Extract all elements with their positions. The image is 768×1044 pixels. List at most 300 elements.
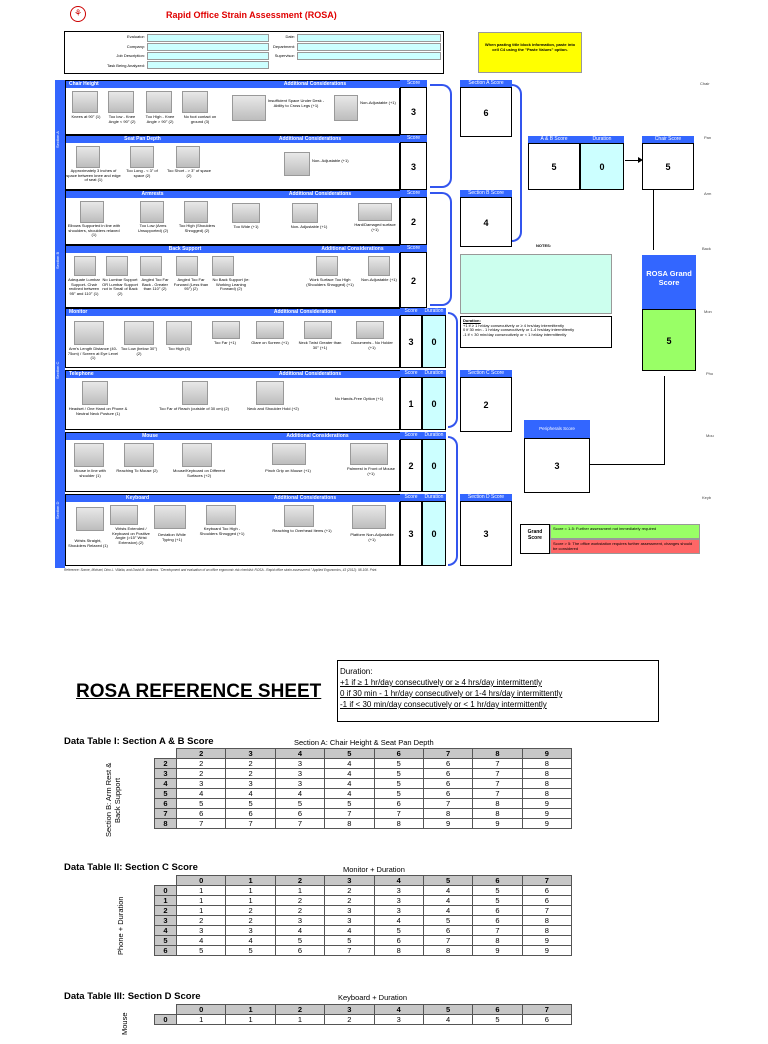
- keyboard-extra-1[interactable]: Reaching to Overhead Items (+1): [272, 528, 332, 533]
- back-support-additional-header: Additional Considerations: [301, 246, 401, 253]
- table-cell: 8: [473, 936, 522, 946]
- table-cell: 6: [423, 759, 472, 769]
- section-d-score-header: Section D Score: [460, 494, 512, 501]
- chair-extra-1[interactable]: Insufficient Space Under Desk - Ability to Cross Legs (+1): [267, 98, 325, 108]
- keyboard-duration: 0: [422, 501, 446, 566]
- duration-note-line: 0 if 30 min - 1 hr/day consecutively or 1-4 hrs/day intermittently: [463, 327, 575, 333]
- table-cell: 2: [325, 886, 374, 896]
- table-col-header: 6: [473, 1005, 522, 1015]
- task-field[interactable]: [147, 61, 269, 69]
- section-a-score: 6: [460, 87, 512, 137]
- monitor-option-1[interactable]: Arm's Length Distance (40-75cm) / Screen at Eye Level (1): [67, 346, 119, 361]
- back-option-photo: [106, 256, 128, 276]
- table-cell: 7: [473, 779, 522, 789]
- table-cell: 4: [423, 1015, 472, 1025]
- right-margin-label: Arm: [704, 191, 712, 196]
- table-cell: 7: [177, 819, 226, 829]
- monitor-block: [65, 308, 400, 368]
- table-col-header: 3: [325, 876, 374, 886]
- table-row-header: 3: [155, 769, 177, 779]
- telephone-block: [65, 370, 400, 430]
- telephone-score: 1: [400, 377, 422, 430]
- duration-note: [460, 316, 612, 348]
- section-a-bracket: [430, 84, 452, 188]
- table-cell: 5: [374, 926, 423, 936]
- keyboard-duration-header: Duration: [422, 494, 446, 501]
- table-corner: [155, 1005, 177, 1015]
- table1-row-caption: Section B: Arm Rest & Back Support: [104, 762, 122, 838]
- table-col-header: 0: [177, 876, 226, 886]
- table-cell: 7: [374, 809, 423, 819]
- arm-option-photo: [80, 201, 104, 223]
- keyboard-additional-header: Additional Considerations: [206, 495, 401, 502]
- table-cell: 4: [325, 759, 374, 769]
- section-c-bracket: [448, 312, 458, 428]
- monitor-duration: 0: [422, 315, 446, 368]
- chair-option-1[interactable]: Knees at 90° (1): [71, 114, 101, 119]
- table-row-header: 0: [155, 886, 177, 896]
- info-form: [64, 31, 444, 74]
- mouse-score: 2: [400, 439, 422, 492]
- table-cell: 6: [473, 916, 522, 926]
- keyboard-option-1[interactable]: Wrists Straight, Shoulders Relaxed (1): [68, 538, 108, 548]
- phone-option-1[interactable]: Headset / One Hand on Phone & Neutral Neck Posture (1): [68, 406, 128, 416]
- arm-extra-3[interactable]: Hard/Damaged surface (+1): [354, 222, 396, 232]
- table-cell: 4: [423, 906, 472, 916]
- table-cell: 6: [275, 946, 324, 956]
- back-option-photo: [176, 256, 198, 276]
- table-row-header: 5: [155, 936, 177, 946]
- mouse-header: Mouse: [66, 433, 231, 440]
- table-col-header: 4: [275, 749, 324, 759]
- back-extra-2[interactable]: Non-Adjustable (+1): [361, 277, 397, 282]
- monitor-option-photo: [74, 321, 104, 345]
- table-row: [155, 936, 572, 946]
- table-cell: 1: [275, 886, 324, 896]
- table-row-header: 6: [155, 799, 177, 809]
- mouse-option-photo: [124, 443, 154, 467]
- table-col-header: 2: [177, 749, 226, 759]
- table-cell: 4: [177, 789, 226, 799]
- table-col-header: 1: [226, 876, 275, 886]
- armrests-header: Armrests: [66, 191, 236, 198]
- table-col-header: 8: [473, 749, 522, 759]
- chair-option-3[interactable]: Too High - Knee Angle > 90° (2): [145, 114, 175, 124]
- table-cell: 3: [325, 906, 374, 916]
- table-corner: [155, 749, 177, 759]
- supervisor-field[interactable]: [297, 52, 441, 60]
- table-cell: 1: [177, 896, 226, 906]
- back-option-5[interactable]: No Back Support (ie: Working Leaning Forward) (2): [212, 277, 250, 292]
- telephone-additional-header: Additional Considerations: [216, 371, 401, 378]
- table-cell: 8: [423, 809, 472, 819]
- table-cell: 2: [275, 896, 324, 906]
- table-cell: 7: [473, 769, 522, 779]
- table-col-header: 5: [325, 749, 374, 759]
- table-cell: 3: [325, 916, 374, 926]
- keyboard-option-2[interactable]: Wrists Extended / Keyboard on Positive Angle (>15° Wrist Extension) (2): [112, 526, 150, 545]
- table-cell: 3: [226, 779, 275, 789]
- table-cell: 4: [325, 926, 374, 936]
- table-col-header: 2: [275, 1005, 324, 1015]
- table-cell: 6: [177, 809, 226, 819]
- phone-option-2[interactable]: Too Far of Reach (outside of 30 cm) (2): [159, 406, 229, 411]
- section-c-score-header: Section C Score: [460, 370, 512, 377]
- table-cell: 9: [522, 936, 571, 946]
- table-cell: 8: [522, 789, 571, 799]
- chair-height-additional-header: Additional Considerations: [226, 81, 401, 88]
- table-row-header: 1: [155, 896, 177, 906]
- keyboard-option-photo: [206, 505, 236, 525]
- phone-extra-2[interactable]: No Hands-Free Option (+1): [334, 396, 384, 401]
- table-cell: 5: [374, 779, 423, 789]
- keyboard-extra-photo: [284, 505, 314, 527]
- evaluator-label: Evaluator:: [126, 34, 145, 39]
- table-row: [155, 896, 572, 906]
- table-cell: 3: [177, 926, 226, 936]
- table-row-header: 2: [155, 906, 177, 916]
- arm-option-3[interactable]: Too High (Shoulders Shrugged) (2): [178, 223, 216, 233]
- table-cell: 7: [473, 926, 522, 936]
- back-option-photo: [212, 256, 234, 276]
- table-col-header: 7: [522, 1005, 571, 1015]
- monitor-additional-header: Additional Considerations: [206, 309, 401, 316]
- table3-col-caption: Keyboard + Duration: [338, 993, 408, 1002]
- monitor-extra-photo: [256, 321, 284, 339]
- keyboard-option-photo: [154, 505, 186, 529]
- table-cell: 3: [374, 886, 423, 896]
- table-col-header: 1: [226, 1005, 275, 1015]
- armrests-block: [65, 190, 400, 245]
- right-margin-label: Pan: [704, 135, 712, 140]
- table-row-header: 5: [155, 789, 177, 799]
- reference-duration-line: +1 if ≥ 1 hr/day consecutively or ≥ 4 hrs/day intermittently: [340, 678, 542, 687]
- table-cell: 3: [275, 916, 324, 926]
- phone-option-photo: [82, 381, 108, 405]
- table-cell: 1: [177, 906, 226, 916]
- table-col-header: 7: [423, 749, 472, 759]
- table-col-header: 6: [473, 876, 522, 886]
- seat-pan-block: [65, 135, 400, 190]
- table-cell: 8: [522, 779, 571, 789]
- table2-title: Data Table II: Section C Score: [64, 862, 198, 873]
- table-col-header: 5: [423, 876, 472, 886]
- back-extra-photo: [316, 256, 338, 276]
- table-cell: 2: [226, 759, 275, 769]
- page-title: Rapid Office Strain Assessment (ROSA): [166, 10, 337, 20]
- right-margin-label: Mon: [704, 309, 712, 314]
- seat-option-2[interactable]: Too Long - < 3" of space (2): [126, 168, 158, 178]
- table1: [154, 748, 572, 829]
- back-option-3[interactable]: Angled Too Far Back - Greater than 110° (2): [141, 277, 169, 292]
- armrests-score-header: Score: [400, 190, 427, 197]
- table-row-header: 4: [155, 779, 177, 789]
- table-cell: 2: [177, 759, 226, 769]
- telephone-header: Telephone: [66, 371, 216, 378]
- section-a-score-header: Section A Score: [460, 80, 512, 87]
- table-cell: 7: [226, 819, 275, 829]
- table-cell: 4: [374, 916, 423, 926]
- ab-score-header: A & B Score: [528, 136, 580, 143]
- table-row: [155, 789, 572, 799]
- table-cell: 9: [473, 819, 522, 829]
- right-margin-label: Mou: [706, 433, 714, 438]
- table-cell: 2: [177, 916, 226, 926]
- table-cell: 9: [522, 809, 571, 819]
- table-row: [155, 886, 572, 896]
- company-field[interactable]: [147, 43, 269, 51]
- table-cell: 1: [226, 886, 275, 896]
- back-extra-1[interactable]: Work Surface Too High (Shoulders Shrugged) (+1): [306, 277, 354, 287]
- ab-duration-header: Duration: [580, 136, 624, 143]
- monitor-extra-3[interactable]: Neck Twist Greater than 30° (+1): [298, 340, 342, 350]
- table-row: [155, 759, 572, 769]
- reference-sheet-title: ROSA REFERENCE SHEET: [76, 681, 322, 702]
- section-b-score: 4: [460, 197, 512, 247]
- table2-row-caption: Phone + Duration: [116, 896, 125, 956]
- mouse-extra-1[interactable]: Pinch Grip on Mouse (+1): [265, 468, 311, 473]
- duration-note-line: -1 if < 30 min/day consecutively or < 1 hr/day intermittently: [463, 331, 567, 337]
- monitor-extra-2[interactable]: Glare on Screen (+1): [251, 340, 289, 345]
- chair-extra-photo: [334, 95, 358, 121]
- table-cell: 2: [177, 769, 226, 779]
- table-cell: 5: [275, 936, 324, 946]
- date-label: Date:: [285, 34, 295, 39]
- chair-option-2[interactable]: Too low - Knee Angle < 90° (2): [108, 114, 136, 124]
- table-cell: 8: [423, 946, 472, 956]
- date-field[interactable]: [297, 34, 441, 42]
- arm-extra-photo: [292, 203, 318, 223]
- monitor-extra-photo: [212, 321, 240, 339]
- chair-option-photo: [108, 91, 134, 113]
- table-row: [155, 916, 572, 926]
- reference-duration-box: [337, 660, 659, 722]
- monitor-extra-1[interactable]: Too Far (+1): [214, 340, 236, 345]
- table-cell: 5: [473, 886, 522, 896]
- mouse-additional-header: Additional Considerations: [231, 433, 401, 440]
- monitor-option-3[interactable]: Too High (3): [168, 346, 190, 351]
- table-cell: 5: [325, 799, 374, 809]
- mouse-extra-2[interactable]: Palmrest in Front of Mouse (+1): [346, 466, 396, 476]
- table-cell: 3: [275, 769, 324, 779]
- evaluator-field[interactable]: [147, 34, 269, 42]
- table-cell: 1: [177, 886, 226, 896]
- keyboard-option-photo: [110, 505, 138, 525]
- table-cell: 6: [423, 779, 472, 789]
- monitor-option-photo: [166, 321, 192, 345]
- table-cell: 7: [522, 906, 571, 916]
- back-extra-photo: [368, 256, 390, 276]
- table-cell: 5: [473, 1015, 522, 1025]
- mouse-option-photo: [74, 443, 104, 467]
- table-cell: 2: [325, 1015, 374, 1025]
- reference-citation: Reference: Sonne, Michael, Dino L. Villalta, and David M. Andrews. "Development and evaluation of an office ergonomic risk checklist: ROSA - Rapid office strain assessment." Applied Ergonomics, 43 (2012): 98-108. Print.: [64, 568, 378, 572]
- arm-extra-photo: [358, 203, 392, 221]
- seat-option-3[interactable]: Too Short - > 3" of space (2): [167, 168, 211, 178]
- table-cell: 5: [473, 896, 522, 906]
- table-cell: 4: [226, 789, 275, 799]
- ab-duration: 0: [580, 143, 624, 190]
- table-cell: 5: [374, 769, 423, 779]
- right-margin-label: Pho: [706, 371, 714, 376]
- arm-extra-1[interactable]: Too Wide (+1): [233, 224, 259, 229]
- chair-option-4[interactable]: No foot contact on ground (3): [183, 114, 217, 124]
- table-cell: 5: [226, 946, 275, 956]
- table-cell: 5: [275, 799, 324, 809]
- back-option-2[interactable]: No Lumbar Support OR Lumbar Support not in Small of Back (2): [102, 277, 138, 296]
- table-col-header: 3: [325, 1005, 374, 1015]
- grand-legend-green: Score = 1-5: Further assessment not immediately required: [550, 524, 700, 539]
- mouse-option-photo: [182, 443, 212, 467]
- back-option-1[interactable]: Adequate Lumbar Support- Chair reclined between 95° and 110° (1): [68, 277, 100, 296]
- chair-height-score-header: Score: [400, 80, 427, 87]
- section-c-score: 2: [460, 377, 512, 432]
- monitor-option-2[interactable]: Too Low (below 30°) (2): [120, 346, 158, 356]
- seat-option-photo: [76, 146, 100, 168]
- back-support-score-header: Score: [400, 245, 427, 252]
- table-cell: 1: [275, 1015, 324, 1025]
- phone-extra-1[interactable]: Neck and Shoulder Hold (+2): [247, 406, 299, 411]
- telephone-duration-header: Duration: [422, 370, 446, 377]
- keyboard-extra-photo: [352, 505, 386, 529]
- mouse-extra-photo: [350, 443, 388, 465]
- chair-option-photo: [146, 91, 172, 113]
- table-cell: 4: [275, 926, 324, 936]
- table-row-header: 7: [155, 809, 177, 819]
- telephone-duration: 0: [422, 377, 446, 430]
- keyboard-score: 3: [400, 501, 422, 566]
- back-support-score: 2: [400, 252, 427, 308]
- mouse-option-1[interactable]: Mouse in line with shoulder (1): [74, 468, 106, 478]
- section-d-score: 3: [460, 501, 512, 566]
- table-row: [155, 809, 572, 819]
- table-row-header: 4: [155, 926, 177, 936]
- table-col-header: 0: [177, 1005, 226, 1015]
- mouse-duration: 0: [422, 439, 446, 492]
- section-b-score-header: Section B Score: [460, 190, 512, 197]
- reference-duration-line: 0 if 30 min - 1 hr/day consecutively or 1-4 hrs/day intermittently: [340, 689, 563, 698]
- table-col-header: 4: [374, 1005, 423, 1015]
- mouse-option-2[interactable]: Reaching To Mouse (2): [116, 468, 158, 473]
- table-cell: 5: [177, 799, 226, 809]
- section-d-bracket: [448, 436, 458, 566]
- reference-duration-title: Duration:: [340, 667, 373, 676]
- paste-note: When pasting title block information, paste into cell C4 using the "Paste Values" option.: [478, 32, 582, 73]
- arm-option-2[interactable]: Too Low (Arms Unsupported) (2): [137, 223, 169, 233]
- job-description-label: Job Description:: [116, 53, 145, 58]
- section-d-side-label: Section D: [55, 501, 60, 519]
- monitor-header: Monitor: [66, 309, 206, 316]
- table-cell: 5: [374, 789, 423, 799]
- table-cell: 8: [473, 809, 522, 819]
- monitor-duration-header: Duration: [422, 308, 446, 315]
- back-option-4[interactable]: Angled Too Far Forward (Less than 95°) (2): [173, 277, 209, 292]
- table-cell: 4: [325, 789, 374, 799]
- table-cell: 8: [522, 916, 571, 926]
- chair-to-grand-line: [653, 190, 654, 250]
- table-row-header: 0: [155, 1015, 177, 1025]
- chair-option-photo: [182, 91, 208, 113]
- chair-extra-2[interactable]: Non-Adjustable (+1): [360, 100, 396, 105]
- table-cell: 1: [226, 1015, 275, 1025]
- table-cell: 9: [423, 819, 472, 829]
- chair-height-block: [65, 80, 400, 135]
- table-row: [155, 1015, 572, 1025]
- table-row-header: 8: [155, 819, 177, 829]
- arm-extra-2[interactable]: Non- Adjustable (+1): [290, 224, 328, 229]
- table-cell: 2: [226, 916, 275, 926]
- department-field[interactable]: [297, 43, 441, 51]
- duration-note-title: Duration:: [463, 318, 481, 323]
- table-cell: 5: [325, 936, 374, 946]
- table-cell: 7: [473, 789, 522, 799]
- table-cell: 3: [226, 926, 275, 936]
- department-label: Department:: [272, 43, 295, 49]
- armrests-additional-header: Additional Considerations: [236, 191, 401, 198]
- form-labels-left: [69, 35, 145, 73]
- table-cell: 4: [325, 769, 374, 779]
- table-cell: 6: [423, 789, 472, 799]
- table-cell: 7: [423, 799, 472, 809]
- table-row-header: 2: [155, 759, 177, 769]
- keyboard-option-3[interactable]: Deviation While Typing (+1): [158, 532, 186, 542]
- table-cell: 6: [473, 906, 522, 916]
- table-col-header: 9: [522, 749, 571, 759]
- table-cell: 5: [423, 916, 472, 926]
- section-b-side-label: Section B: [55, 251, 60, 269]
- table-cell: 4: [177, 936, 226, 946]
- rosa-logo-icon: ⚘: [70, 6, 86, 22]
- notes-box[interactable]: [460, 254, 612, 314]
- mouse-duration-header: Duration: [422, 432, 446, 439]
- seat-option-photo: [130, 146, 154, 168]
- seat-option-1[interactable]: Approximately 3 inches of space between knee and edge of seat (1): [66, 168, 121, 183]
- monitor-extra-photo: [356, 321, 384, 339]
- table-cell: 3: [374, 906, 423, 916]
- table-cell: 7: [325, 946, 374, 956]
- chair-score-header: Chair Score: [642, 136, 694, 143]
- table2-col-caption: Monitor + Duration: [343, 865, 405, 874]
- notes-label: NOTES:: [536, 243, 552, 248]
- monitor-extra-4[interactable]: Documents - No Holder (+1): [351, 340, 393, 350]
- keyboard-option-4[interactable]: Keyboard Too High - Shoulders Shrugged (+1): [199, 526, 245, 536]
- table-cell: 9: [473, 946, 522, 956]
- keyboard-score-header: Score: [400, 494, 422, 501]
- table-cell: 8: [473, 799, 522, 809]
- job-description-field[interactable]: [147, 52, 269, 60]
- arm-option-photo: [140, 201, 164, 223]
- table-row: [155, 769, 572, 779]
- table-col-header: 5: [423, 1005, 472, 1015]
- monitor-option-photo: [124, 321, 154, 345]
- table-cell: 5: [226, 799, 275, 809]
- back-option-photo: [140, 256, 162, 276]
- duration-note-line: +1 if ≥ 1 hr/day consecutively or ≥ 4 hrs/day intermittently: [463, 322, 564, 328]
- chair-extra-photo: [232, 95, 266, 121]
- mouse-option-3[interactable]: Mouse/Keyboard on Different Surfaces (+2): [173, 468, 225, 478]
- back-option-photo: [74, 256, 96, 276]
- table-cell: 6: [226, 809, 275, 819]
- arm-option-1[interactable]: Elbows Supported in line with shoulders, shoulders relaxed (1): [67, 223, 121, 238]
- table3-row-caption: Mouse: [120, 1012, 129, 1036]
- table-col-header: 3: [226, 749, 275, 759]
- chair-option-photo: [72, 91, 98, 113]
- table-cell: 5: [374, 759, 423, 769]
- keyboard-extra-2[interactable]: Platform Non-Adjustable (+1): [350, 532, 394, 542]
- arm-extra-photo: [232, 203, 260, 223]
- table-cell: 6: [522, 1015, 571, 1025]
- seat-extra-1[interactable]: Non- Adjustable (+1): [312, 158, 349, 163]
